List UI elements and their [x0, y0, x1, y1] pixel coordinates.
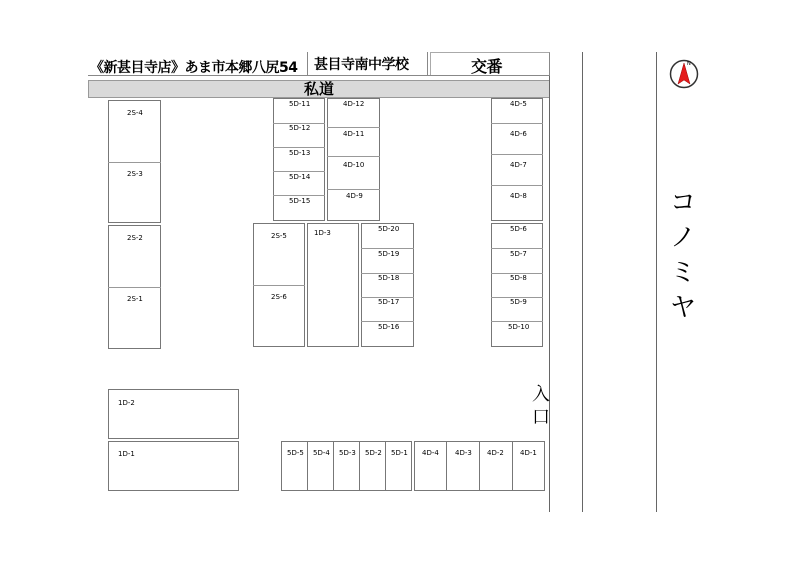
lot-boundary-line [549, 76, 550, 512]
divider [446, 441, 447, 491]
space-label: 1D-2 [118, 399, 135, 407]
store-title: 《新甚目寺店》あま市本郷八尻54 [90, 60, 298, 76]
space-label: 5D-14 [289, 173, 311, 181]
street-line-left [582, 52, 583, 512]
divider [361, 321, 414, 322]
divider [273, 195, 325, 196]
street-char-1: コ [669, 188, 696, 218]
space-1d-3 [307, 223, 359, 347]
space-label: 5D-1 [391, 449, 408, 457]
divider [491, 123, 543, 124]
space-label: 4D-4 [422, 449, 439, 457]
space-label: 5D-7 [510, 250, 527, 258]
header-underline [88, 75, 550, 76]
space-label: 5D-6 [510, 225, 527, 233]
divider [491, 154, 543, 155]
divider [359, 441, 360, 491]
divider [327, 189, 380, 190]
divider [512, 441, 513, 491]
space-label: 5D-19 [378, 250, 400, 258]
space-label: 5D-11 [289, 100, 311, 108]
space-label: 5D-20 [378, 225, 400, 233]
space-label: 4D-2 [487, 449, 504, 457]
space-label: 5D-4 [313, 449, 330, 457]
divider [491, 248, 543, 249]
entrance-label [529, 383, 553, 429]
space-label: 4D-6 [510, 130, 527, 138]
divider [385, 441, 386, 491]
space-label: 2S-1 [127, 295, 143, 303]
space-label: 5D-9 [510, 298, 527, 306]
space-label: 4D-7 [510, 161, 527, 169]
space-label: 5D-16 [378, 323, 400, 331]
divider [327, 127, 380, 128]
space-label: 4D-8 [510, 192, 527, 200]
space-1d-2 [108, 389, 239, 439]
space-label: 5D-15 [289, 197, 311, 205]
space-block-4d-9-12 [327, 98, 380, 221]
space-label: 4D-12 [343, 100, 365, 108]
space-label: 5D-3 [339, 449, 356, 457]
space-1d-1 [108, 441, 239, 491]
space-label: 4D-3 [455, 449, 472, 457]
private-road [88, 80, 550, 98]
header-divider-1 [307, 52, 308, 75]
police-box-frame [430, 52, 550, 75]
divider [327, 156, 380, 157]
space-block-4d-5-8 [491, 98, 543, 221]
school-label: 甚目寺南中学校 [314, 57, 409, 73]
street-char-4: ヤ [669, 293, 696, 323]
police-box-label: 交番 [471, 57, 503, 76]
space-label: 2S-5 [271, 232, 287, 240]
divider [273, 147, 325, 148]
space-label: 5D-12 [289, 124, 311, 132]
space-label: 2S-3 [127, 170, 143, 178]
street-char-2: ノ [669, 223, 696, 253]
street-name [663, 186, 703, 326]
space-label: 2S-4 [127, 109, 143, 117]
street-line-right [656, 52, 657, 512]
space-label: 5D-5 [287, 449, 304, 457]
divider [491, 185, 543, 186]
divider [108, 287, 161, 288]
space-label: 1D-1 [118, 450, 135, 458]
north-label: N [687, 61, 691, 67]
space-label: 5D-10 [508, 323, 530, 331]
divider [307, 441, 308, 491]
space-label: 4D-5 [510, 100, 527, 108]
space-label: 4D-1 [520, 449, 537, 457]
space-label: 4D-11 [343, 130, 365, 138]
entrance-char-2: 口 [532, 407, 550, 428]
divider [273, 171, 325, 172]
space-label: 5D-17 [378, 298, 400, 306]
space-label: 4D-10 [343, 161, 365, 169]
divider [333, 441, 334, 491]
north-arrow-icon [669, 59, 699, 89]
space-label: 5D-13 [289, 149, 311, 157]
divider [108, 162, 161, 163]
space-label: 1D-3 [314, 229, 331, 237]
divider [361, 248, 414, 249]
divider [491, 321, 543, 322]
divider [253, 285, 305, 286]
space-label: 5D-8 [510, 274, 527, 282]
entrance-char-1: 入 [532, 384, 550, 405]
space-label: 4D-9 [346, 192, 363, 200]
space-label: 2S-6 [271, 293, 287, 301]
space-label: 5D-18 [378, 274, 400, 282]
divider [479, 441, 480, 491]
street-char-3: ミ [669, 258, 696, 288]
space-label: 5D-2 [365, 449, 382, 457]
header-divider-2 [427, 52, 428, 75]
private-road-label: 私道 [303, 80, 334, 98]
space-label: 2S-2 [127, 234, 143, 242]
